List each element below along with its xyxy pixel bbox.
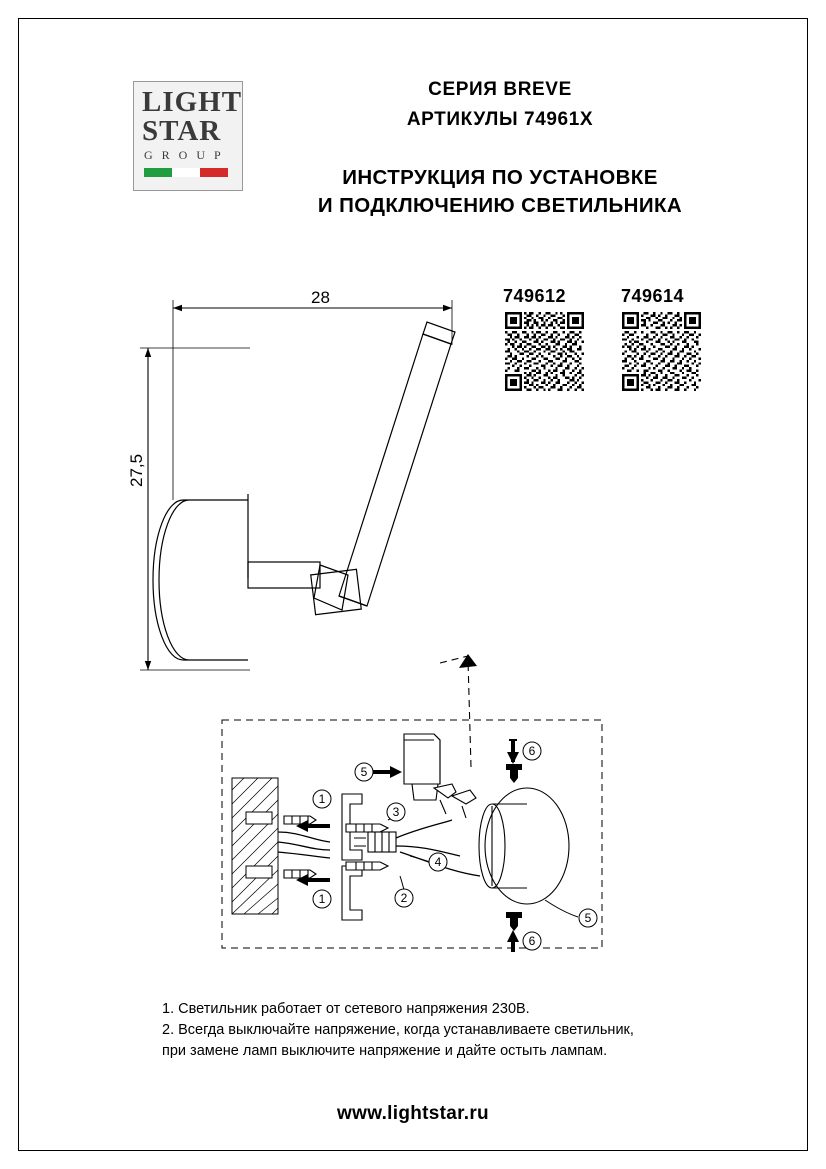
callout-1-bottom: [313, 890, 331, 908]
svg-text:5: 5: [584, 911, 592, 925]
svg-text:6: 6: [528, 744, 536, 758]
callout-4: [429, 853, 447, 871]
callout-6-arrow-bottom: [507, 930, 519, 952]
logo-line-1: LIGHT: [142, 86, 243, 118]
safety-notes: [162, 999, 722, 1062]
note-line-2: 2. Всегда выключайте напряжение, когда устанавливаете светильник,: [162, 1022, 634, 1038]
callout-1-top: [313, 790, 331, 808]
callout-6-bottom: [523, 932, 541, 950]
website-url: www.lightstar.ru: [337, 1103, 489, 1124]
lamp-side-view-drawing: [153, 322, 455, 660]
qr-code-label-2: 749614: [621, 286, 685, 306]
qr-code-label-1: 749612: [503, 286, 567, 306]
callout-3: [387, 803, 405, 821]
logo-group-text: G R O U P: [144, 148, 224, 162]
page-title-line-1: ИНСТРУКЦИЯ ПО УСТАНОВКЕ: [342, 166, 658, 189]
lamp-body-assembly: [404, 734, 569, 904]
dowel-lower: [284, 870, 316, 878]
callout-6-top: [523, 742, 541, 760]
callout-2: [395, 889, 413, 907]
assembly-pointer: [440, 654, 477, 767]
screw-upper: [346, 824, 388, 832]
terminal-block: [354, 832, 396, 852]
callout-5-bottom: [579, 909, 597, 927]
wall-section: [232, 778, 278, 914]
screw-lower: [346, 862, 388, 870]
supply-wires: [278, 832, 330, 858]
page-title-line-2: И ПОДКЛЮЧЕНИЮ СВЕТИЛЬНИКА: [317, 194, 683, 217]
callout-5-top: [355, 763, 373, 781]
svg-text:2: 2: [400, 891, 408, 905]
svg-text:1: 1: [318, 792, 326, 806]
callout-4-leader: [410, 856, 430, 862]
dimension-width-label: 28: [311, 288, 330, 307]
svg-text:4: 4: [434, 855, 442, 869]
series-line: СЕРИЯ BREVE: [428, 79, 572, 100]
svg-text:5: 5: [360, 765, 368, 779]
callout-2-leader: [400, 876, 404, 890]
article-line: АРТИКУЛЫ 74961X: [406, 109, 594, 130]
svg-text:6: 6: [528, 934, 536, 948]
svg-text:3: 3: [392, 805, 400, 819]
svg-text:1: 1: [318, 892, 326, 906]
note-line-1: 1. Светильник работает от сетевого напряжения 230В.: [162, 1001, 530, 1017]
dowel-upper: [284, 816, 316, 824]
note-line-3: при замене ламп выключите напряжение и дайте остыть лампам.: [162, 1043, 608, 1059]
callout-5-leader: [545, 900, 578, 917]
mounting-bracket: [342, 794, 362, 920]
dimension-arrow-vertical: [140, 348, 250, 670]
callout-5-arrow: [372, 766, 402, 778]
dimension-height-label: 27,5: [127, 453, 146, 487]
logo-line-2: STAR: [142, 115, 222, 147]
callout-6-arrow-top: [507, 740, 519, 764]
